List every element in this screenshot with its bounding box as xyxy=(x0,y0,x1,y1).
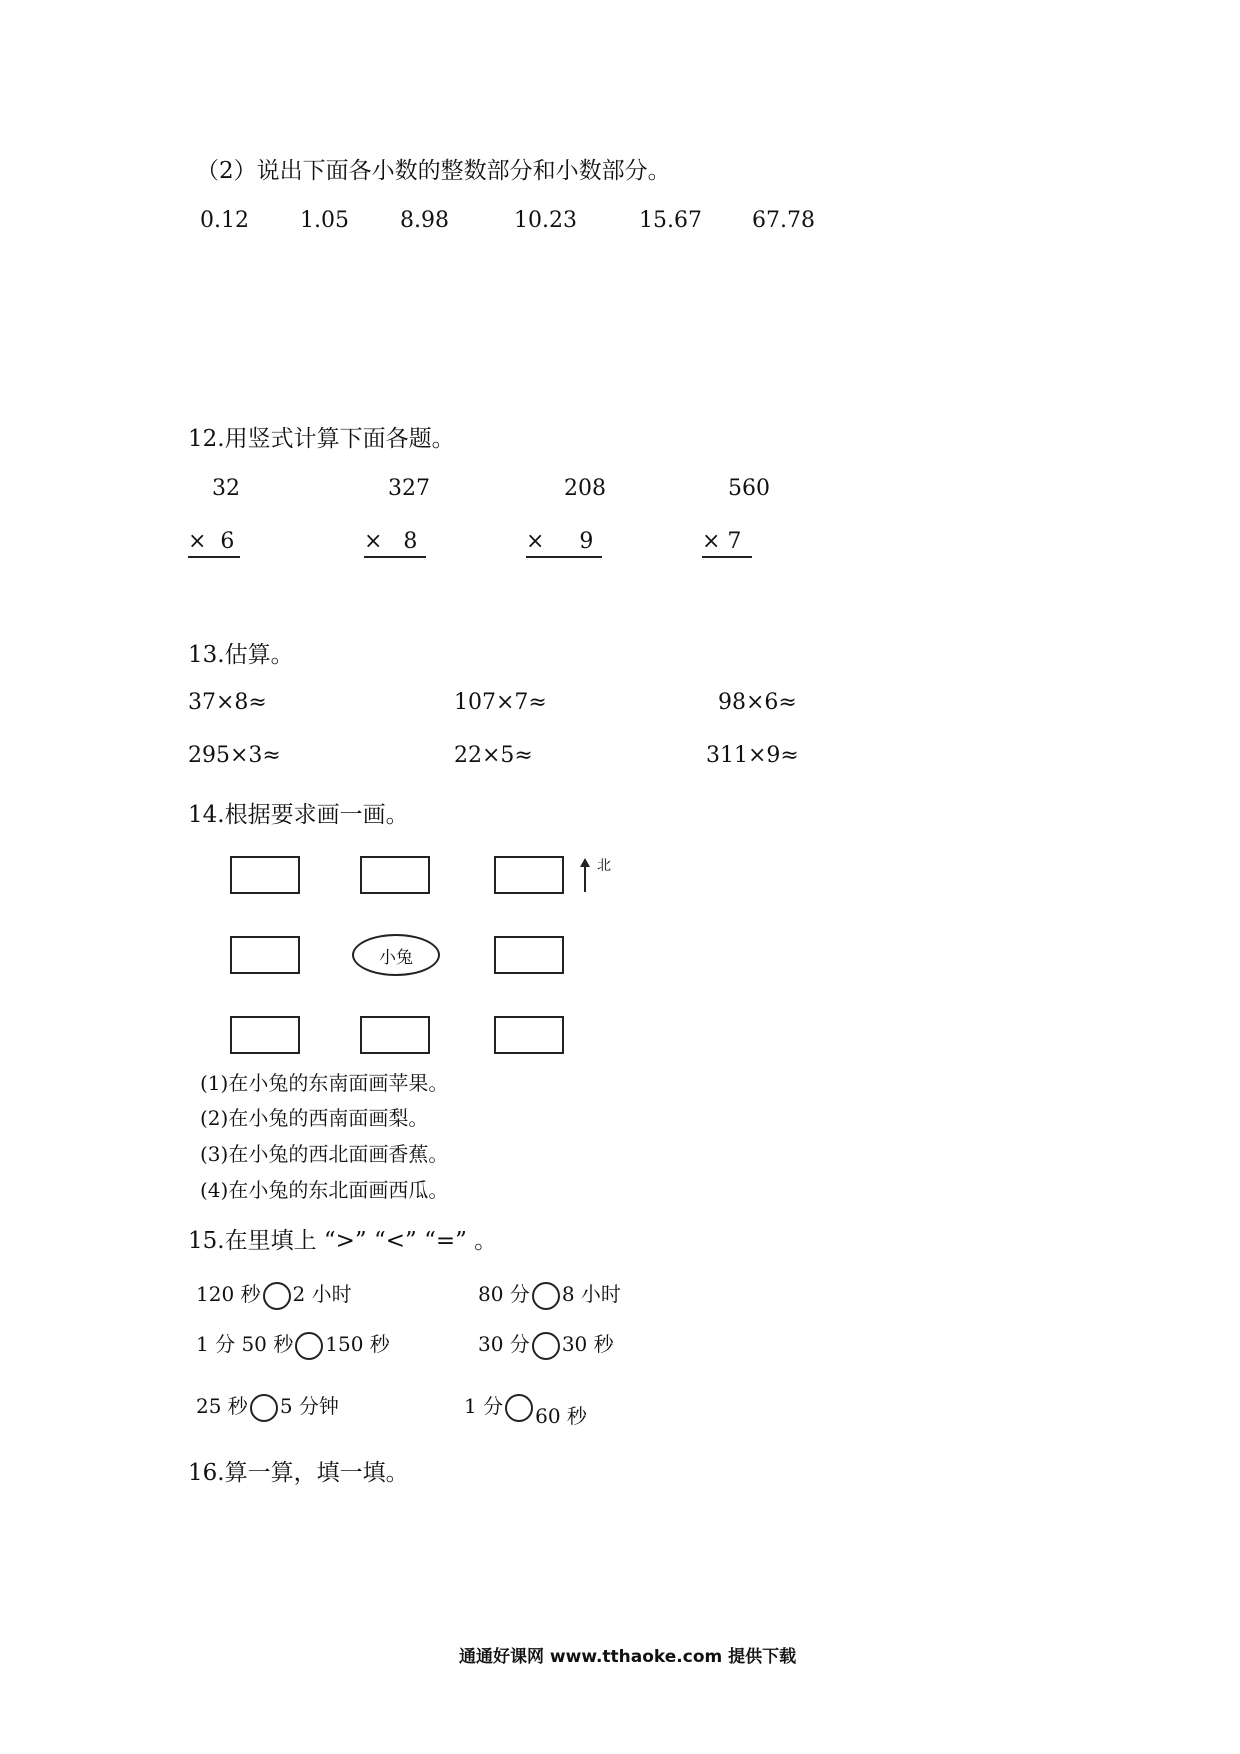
compare-left: 1 分 xyxy=(464,1394,504,1418)
compare-left: 25 秒 xyxy=(196,1394,248,1418)
instruction: (4)在小兔的东北面画西瓜。 xyxy=(200,1178,449,1202)
compare-right: 60 秒 xyxy=(535,1404,587,1428)
estimate-item: 107×7≈ xyxy=(454,690,547,715)
q14-title: 14.根据要求画一画。 xyxy=(188,802,409,828)
instruction: (1)在小兔的东南面画苹果。 xyxy=(200,1071,449,1095)
grid-box-northeast xyxy=(494,856,564,894)
compare-right: 5 分钟 xyxy=(279,1394,339,1418)
estimate-item: 37×8≈ xyxy=(188,690,267,715)
compare-item xyxy=(464,1390,587,1428)
multiplier-line: × 9 xyxy=(526,529,602,558)
decimal-item: 0.12 xyxy=(200,208,249,233)
grid-box-southeast xyxy=(494,1016,564,1054)
compare-right: 8 小时 xyxy=(561,1282,621,1306)
decimal-item: 67.78 xyxy=(752,208,815,233)
decimal-item: 10.23 xyxy=(514,208,577,233)
compare-left: 120 秒 xyxy=(196,1282,261,1306)
decimal-item: 8.98 xyxy=(400,208,449,233)
grid-box-southwest xyxy=(230,1016,300,1054)
estimate-item: 22×5≈ xyxy=(454,743,533,768)
grid-box-north xyxy=(360,856,430,894)
estimate-item: 311×9≈ xyxy=(706,743,799,768)
grid-box-south xyxy=(360,1016,430,1054)
answer-circle[interactable] xyxy=(295,1332,323,1360)
compare-item xyxy=(196,1328,390,1360)
compare-left: 30 分 xyxy=(478,1332,530,1356)
q12-title: 12.用竖式计算下面各题。 xyxy=(188,426,455,452)
compare-right: 2 小时 xyxy=(292,1282,352,1306)
answer-circle[interactable] xyxy=(505,1394,533,1422)
q11-part2-prompt: （2）说出下面各小数的整数部分和小数部分。 xyxy=(196,158,671,184)
compare-right: 150 秒 xyxy=(325,1332,390,1356)
footer-text: 通通好课网 www.tthaoke.com 提供下载 xyxy=(459,1647,797,1667)
instruction: (3)在小兔的西北面画香蕉。 xyxy=(200,1142,449,1166)
north-arrow-icon xyxy=(578,858,592,892)
answer-circle[interactable] xyxy=(532,1332,560,1360)
instruction: (2)在小兔的西南面画梨。 xyxy=(200,1106,429,1130)
decimal-item: 1.05 xyxy=(300,208,349,233)
compare-item xyxy=(196,1390,339,1422)
compare-item xyxy=(478,1278,621,1310)
q15-title: 15.在里填上 “>” “<” “=” 。 xyxy=(188,1228,498,1254)
answer-circle[interactable] xyxy=(532,1282,560,1310)
north-label: 北 xyxy=(597,858,611,874)
compare-right: 30 秒 xyxy=(561,1332,614,1356)
compare-item xyxy=(478,1328,614,1360)
answer-circle[interactable] xyxy=(250,1394,278,1422)
compare-item xyxy=(196,1278,352,1310)
grid-box-west xyxy=(230,936,300,974)
grid-box-northwest xyxy=(230,856,300,894)
q16-title: 16.算一算，填一填。 xyxy=(188,1460,409,1486)
multiplicand: 32 xyxy=(212,476,240,501)
multiplier-line: × 8 xyxy=(364,529,426,558)
compare-left: 1 分 50 秒 xyxy=(196,1332,294,1356)
decimal-item: 15.67 xyxy=(639,208,702,233)
estimate-item: 295×3≈ xyxy=(188,743,281,768)
multiplier-line: × 6 xyxy=(188,529,240,558)
estimate-item: 98×6≈ xyxy=(718,690,797,715)
grid-box-east xyxy=(494,936,564,974)
multiplicand: 208 xyxy=(564,476,606,501)
multiplier-line: × 7 xyxy=(702,529,752,558)
answer-circle[interactable] xyxy=(263,1282,291,1310)
multiplicand: 560 xyxy=(728,476,770,501)
rabbit-ellipse: 小兔 xyxy=(352,934,440,976)
q13-title: 13.估算。 xyxy=(188,642,294,668)
compare-left: 80 分 xyxy=(478,1282,530,1306)
multiplicand: 327 xyxy=(388,476,430,501)
